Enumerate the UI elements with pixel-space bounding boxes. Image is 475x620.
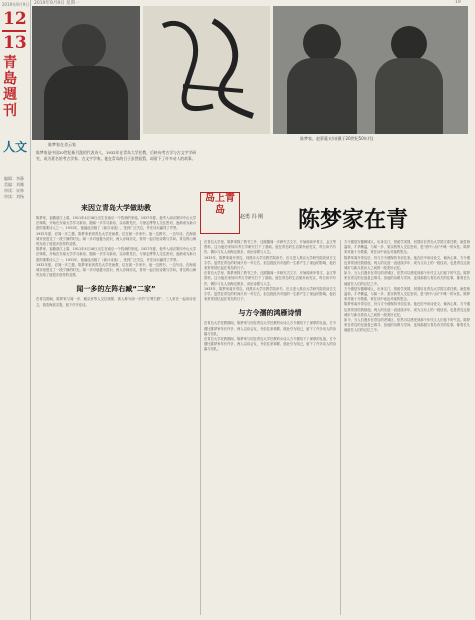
masthead-char: 島 [3, 71, 17, 87]
column-divider [340, 240, 341, 615]
calligraphy-photo [143, 6, 270, 134]
page-header-date: 2019年9月9日 星期一 [34, 1, 80, 6]
masthead-char: 青 [3, 55, 17, 71]
column-divider [200, 240, 201, 615]
masthead-char: 刊 [3, 103, 17, 119]
sidebar-date: 2019年9月9日 [2, 2, 30, 7]
sidebar-rule [2, 30, 26, 32]
page-header-number: 19 [455, 0, 461, 5]
article-column-2: 在青岛大学里，陈梦家除了教书之外，还跟随闻一多研究古文字，开始阅读甲骨文、金文等资料，这为他后来转向考古学研究打下了基础。他在青岛的生活简朴而充实，每日读书写作，偶尔与友人到海边散步，谈论诗歌与人生。 1933年，陈梦家离开青岛，到燕京大学宗教学院读书，后又进入燕京大学研究院攻读古文字学。虽然在青岛的时间只有一年左右，但这段经历对他的一生都产生了深远的影响，他后来常常回忆起在青岛的日子。 在青岛大学里，陈梦家除了教书之外，还跟随闻一多研究古文字，开始阅读甲骨文、金文等资料，这为他后来转向考古学研究打下了基础。他在青岛的生活简朴而充实，每日读书写作，偶尔与友人到海边散步，谈论诗歌与人生。 1933年，陈梦家离开青岛，到燕京大学宗教学院读书，后又进入燕京大学研究院攻读古文字学。虽然在青岛的时间只有一年左右，但这段经历对他的一生都产生了深远的影响，他后来常常回忆起在青岛的日子。 与方令孺的鸿雁诗情 在青岛大学任教期间，陈梦家与同在青岛大学任教的女诗人方令孺结下了深厚的友谊。方令孺比陈梦家年长许多，两人以诗会友，书信往来频繁，彼此引为知己，留下了许多动人的诗篇与信札。 在青岛大学任教期间，陈梦家与同在青岛大学任教的女诗人方令孺结下了深厚的友谊。方令孺比陈梦家年长许多，两人以诗会友，书信往来频繁，彼此引为知己，留下了许多动人的诗篇与信札。 [204, 240, 336, 352]
calligraphy-image [143, 6, 270, 134]
article-authors: 赵勇 冯 刚 [240, 214, 264, 220]
article-column-1: 来因立青岛大学做助教 陈梦家，祖籍浙江上虞，1911年4月16日出生在南京一个牧师的家庭。1927年夏，他考入南京第四中山大学法律系，开始在东南大学学习新诗，随闻一多学习新诗，以诗歌见长，与徐志摩等人交往密切，逐渐成为新月派的重要诗人之一。1931年，他编选出版了《新月诗选》，受到广泛关注，并在诗坛赢得了声誉。 1932年夏，应闻一多之邀，陈梦家来到青岛大学任助教，住在闻一多家中。他一边教书，一边写诗，在海滨城市里度过了一段宁静的时光。闻一多对他极为赏识，两人亦师亦友，常常一起讨论诗歌与学问。青岛的山海风光给了他很多创作的灵感。 陈梦家，祖籍浙江上虞，1911年4月16日出生在南京一个牧师的家庭。1927年夏，他考入南京第四中山大学法律系，开始在东南大学学习新诗，随闻一多学习新诗，以诗歌见长，与徐志摩等人交往密切，逐渐成为新月派的重要诗人之一。1931年，他编选出版了《新月诗选》，受到广泛关注，并在诗坛赢得了声誉。 1932年夏，应闻一多之邀，陈梦家来到青岛大学任助教，住在闻一多家中。他一边教书，一边写诗，在海滨城市里度过了一段宁静的时光。闻一多对他极为赏识，两人亦师亦友，常常一起讨论诗歌与学问。青岛的山海风光给了他很多创作的灵感。 闻一多的左阵右臧“二家” 在青岛期间，陈梦家与闻一多、臧克家等人交往频繁，被人称为闻一多的“左臂右膀”。三人常在一起谈诗论文，游览海滨名胜，留下许多佳话。 [36, 204, 196, 307]
article-intro: 陈梦家是中国20世纪新月派的代表诗人，1932年在青岛大学任教，后转向考古学与古文字学研究，成为著名的考古学家、古文字学家。他在青岛的日子虽然短暂，却留下了许多动人的故事。 [36, 150, 196, 161]
editor-credits: 编辑：李静 美编：刘娜 审读：宋林 审读：刘杨 [4, 176, 24, 199]
page-number-top: 12 [3, 9, 27, 29]
section-sidebar [0, 0, 31, 620]
photo-caption-right: 陈梦家、赵萝蕤夫妇(摄于20世纪50年代) [300, 136, 374, 141]
portrait-photo [32, 6, 140, 140]
article-title: 陈梦家在青 [298, 207, 409, 233]
article-column-3: 方令孺是安徽桐城人，出身名门，曾留学美国，回国后在青岛大学国文系任教。她性格温和，才华横溢，与闻一多、梁实秋等人交往密切，是“酒中八仙”中唯一的女性。陈梦家对她十分敬重，常在诗中表达对她的思念。 陈梦家离开青岛后，仍与方令孺保持书信往来。他在信中谈诗论文，倾诉心事，方令孺也常常回信鼓励他。两人的友谊一直延续多年，成为文坛上的一段佳话，也是青岛这座城市与新月派诗人之间的一段美好记忆。 如今，当人们漫步在青岛的老城区，依然可以感受到那个年代文人们留下的气息。陈梦家在青岛的足迹虽已难寻，但他的诗歌与学问，连同那段与青岛有关的往事，都将长久地留在人们的记忆之中。 方令孺是安徽桐城人，出身名门，曾留学美国，回国后在青岛大学国文系任教。她性格温和，才华横溢，与闻一多、梁实秋等人交往密切，是“酒中八仙”中唯一的女性。陈梦家对她十分敬重，常在诗中表达对她的思念。 陈梦家离开青岛后，仍与方令孺保持书信往来。他在信中谈诗论文，倾诉心事，方令孺也常常回信鼓励他。两人的友谊一直延续多年，成为文坛上的一段佳话，也是青岛这座城市与新月派诗人之间的一段美好记忆。 如今，当人们漫步在青岛的老城区，依然可以感受到那个年代文人们留下的气息。陈梦家在青岛的足迹虽已难寻，但他的诗歌与学问，连同那段与青岛有关的往事，都将长久地留在人们的记忆之中。 [344, 240, 470, 333]
section-label: 人文 [3, 140, 28, 154]
photo-caption-left: 陈梦家在舍云家 [48, 142, 76, 147]
series-logo: 岛上青岛 [200, 192, 240, 234]
page-number-bottom: 13 [3, 33, 27, 53]
masthead-char: 週 [3, 87, 17, 103]
subhead-2: 闻一多的左阵右臧“二家” [76, 285, 156, 294]
couple-photo [273, 6, 468, 134]
subhead-3: 与方令孺的鸿雁诗情 [238, 309, 302, 318]
subhead-1: 来因立青岛大学做助教 [81, 204, 151, 212]
